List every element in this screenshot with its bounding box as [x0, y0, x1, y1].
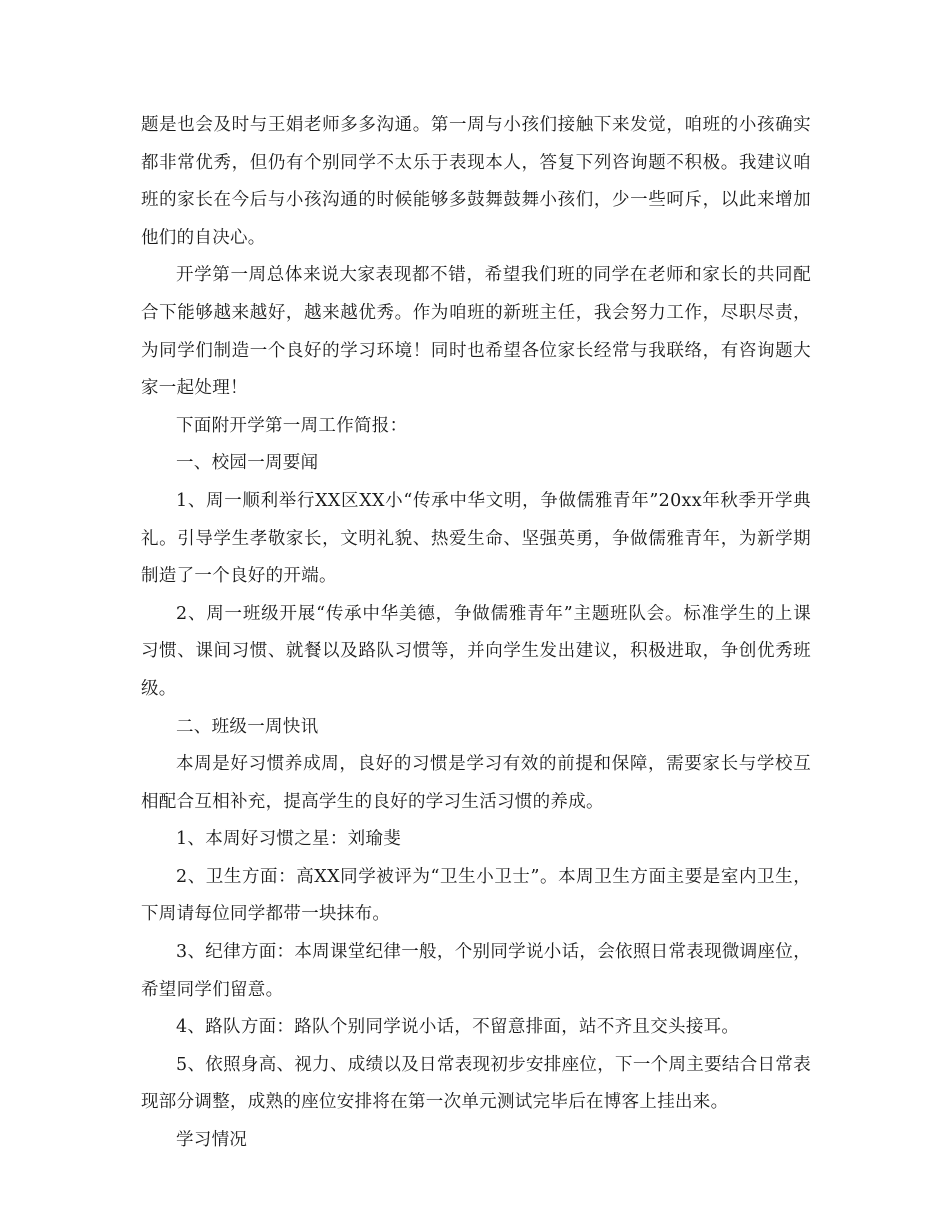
- list-item-opening-ceremony: 1、周一顺利举行XX区XX小“传承中华文明，争做儒雅青年”20xx年秋季开学典礼。引导学生孝敬家长，文明礼貌、热爱生命、坚强英勇，争做儒雅青年，为新学期制造了一个良好的开端。: [141, 490, 811, 587]
- section-heading-campus-news: 一、校园一周要闻: [176, 453, 319, 474]
- list-item-hygiene: 2、卫生方面：高XX同学被评为“卫生小卫士”。本周卫生方面主要是室内卫生，下周请每位同学都带一块抹布。: [141, 866, 811, 925]
- list-item-class-meeting: 2、周一班级开展“传承中华美德，争做儒雅青年”主题班队会。标准学生的上课习惯、课间习惯、就餐以及路队习惯等，并向学生发出建议，积极进取，争创优秀班级。: [141, 603, 811, 699]
- list-item-discipline: 3、纪律方面：本周课堂纪律一般，个别同学说小话，会依照日常表现微调座位，希望同学们留意。: [141, 942, 811, 1000]
- list-item-habit-star: 1、本周好习惯之星：刘瑜斐: [176, 829, 402, 850]
- section-heading-class-news: 二、班级一周快讯: [176, 716, 319, 737]
- paragraph-habit-week: 本周是好习惯养成周，良好的习惯是学习有效的前提和保障，需要家长与学校互相配合互相补充，提高学生的良好的学习生活习惯的养成。: [141, 754, 811, 812]
- document-body: [141, 107, 811, 1160]
- paragraph-first-week-summary: 开学第一周总体来说大家表现都不错，希望我们班的同学在老师和家长的共同配合下能够越来越好，越来越优秀。作为咱班的新班主任，我会努力工作，尽职尽责，为同学们制造一个良好的学习环境！同时也希望各位家长经常与我联络，有咨询题大家一起处理！: [141, 265, 811, 399]
- list-item-seating: 5、依照身高、视力、成绩以及日常表现初步安排座位，下一个周主要结合日常表现部分调整，成熟的座位安排将在第一次单元测试完毕后在博客上挂出来。: [141, 1054, 811, 1113]
- list-item-line-up: 4、路队方面：路队个别同学说小话，不留意排面，站不齐且交头接耳。: [176, 1017, 740, 1038]
- paragraph-report-intro: 下面附开学第一周工作简报：: [176, 415, 408, 436]
- paragraph-continuation: 题是也会及时与王娟老师多多沟通。第一周与小孩们接触下来发觉，咱班的小孩确实都非常优秀，但仍有个别同学不太乐于表现本人，答复下列咨询题不积极。我建议咱班的家长在今后与小孩沟通的时候能够多鼓舞鼓舞小孩们，少一些呵斥，以此来增加他们的自决心。: [141, 115, 811, 248]
- section-heading-study: 学习情况: [176, 1130, 248, 1151]
